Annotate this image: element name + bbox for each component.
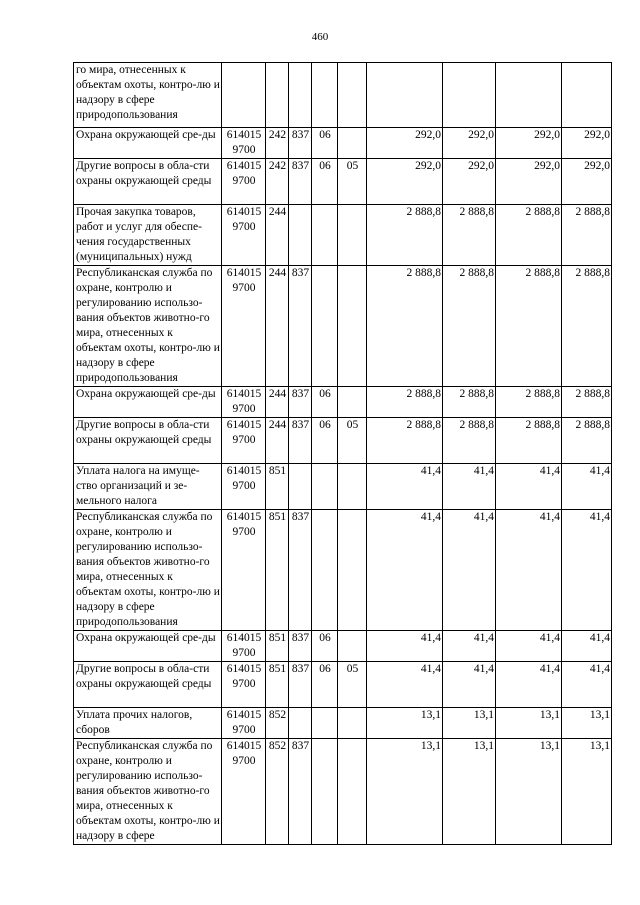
- row-amount-3: 292,0: [496, 159, 562, 205]
- row-section: 06: [312, 631, 338, 662]
- row-target-article: 614015 9700: [222, 464, 266, 510]
- row-subsection: [338, 739, 367, 845]
- table-row: [74, 510, 612, 631]
- row-name: Другие вопросы в обла-сти охраны окружающей среды: [74, 418, 222, 464]
- row-expense-type: 244: [266, 205, 289, 266]
- row-grbs: 837: [289, 128, 312, 159]
- row-target-article: 614015 9700: [222, 662, 266, 708]
- row-expense-type: 852: [266, 708, 289, 739]
- row-subsection: [338, 631, 367, 662]
- row-name: Охрана окружающей сре-ды: [74, 128, 222, 159]
- table-body: [74, 63, 612, 845]
- row-section: [312, 205, 338, 266]
- row-subsection: [338, 63, 367, 128]
- row-expense-type: 244: [266, 387, 289, 418]
- row-expense-type: 851: [266, 662, 289, 708]
- table-row: [74, 266, 612, 387]
- table-row: [74, 159, 612, 205]
- row-amount-1: 41,4: [367, 662, 443, 708]
- row-expense-type: 242: [266, 128, 289, 159]
- row-amount-4: 41,4: [562, 631, 612, 662]
- row-expense-type: 244: [266, 266, 289, 387]
- row-amount-1: [367, 63, 443, 128]
- row-amount-1: 2 888,8: [367, 418, 443, 464]
- row-section: 06: [312, 128, 338, 159]
- table-row: [74, 205, 612, 266]
- row-expense-type: 852: [266, 739, 289, 845]
- row-subsection: 05: [338, 418, 367, 464]
- row-section: [312, 510, 338, 631]
- row-amount-1: 292,0: [367, 159, 443, 205]
- table-row: [74, 63, 612, 128]
- row-amount-1: 2 888,8: [367, 205, 443, 266]
- row-target-article: 614015 9700: [222, 387, 266, 418]
- row-name: Охрана окружающей сре-ды: [74, 631, 222, 662]
- row-name: Другие вопросы в обла-сти охраны окружающей среды: [74, 662, 222, 708]
- table-row: [74, 387, 612, 418]
- row-amount-4: 2 888,8: [562, 266, 612, 387]
- table-row: [74, 464, 612, 510]
- row-name: Уплата налога на имуще-ство организаций и зе-мельного налога: [74, 464, 222, 510]
- row-amount-4: 41,4: [562, 662, 612, 708]
- row-grbs: 837: [289, 159, 312, 205]
- row-amount-3: 292,0: [496, 128, 562, 159]
- table-row: [74, 708, 612, 739]
- row-amount-2: [443, 63, 496, 128]
- row-subsection: [338, 510, 367, 631]
- row-name: Республиканская служба по охране, контролю и регулированию использо-вания объектов животно-го мира, отнесенных к объектам охоты, контро-лю и надзору в сфере природопользования: [74, 510, 222, 631]
- row-amount-4: 2 888,8: [562, 387, 612, 418]
- row-target-article: 614015 9700: [222, 205, 266, 266]
- row-section: 06: [312, 662, 338, 708]
- row-target-article: 614015 9700: [222, 159, 266, 205]
- row-name: го мира, отнесенных к объектам охоты, контро-лю и надзору в сфере природопользования: [74, 63, 222, 128]
- row-name: Другие вопросы в обла-сти охраны окружающей среды: [74, 159, 222, 205]
- row-grbs: 837: [289, 662, 312, 708]
- row-amount-4: 292,0: [562, 159, 612, 205]
- row-amount-1: 13,1: [367, 708, 443, 739]
- row-subsection: [338, 708, 367, 739]
- row-subsection: [338, 128, 367, 159]
- row-amount-4: 13,1: [562, 708, 612, 739]
- budget-table: [73, 62, 612, 845]
- row-amount-1: 2 888,8: [367, 387, 443, 418]
- row-amount-3: 41,4: [496, 510, 562, 631]
- row-grbs: 837: [289, 510, 312, 631]
- table-row: [74, 418, 612, 464]
- table-row: [74, 662, 612, 708]
- row-amount-1: 41,4: [367, 631, 443, 662]
- table-row: [74, 128, 612, 159]
- row-amount-3: 2 888,8: [496, 418, 562, 464]
- row-name: Уплата прочих налогов, сборов: [74, 708, 222, 739]
- table-row: [74, 739, 612, 845]
- row-subsection: 05: [338, 662, 367, 708]
- row-name: Охрана окружающей сре-ды: [74, 387, 222, 418]
- row-grbs: [289, 464, 312, 510]
- row-section: [312, 708, 338, 739]
- row-grbs: 837: [289, 266, 312, 387]
- row-name: Республиканская служба по охране, контролю и регулированию использо-вания объектов животно-го мира, отнесенных к объектам охоты, контро-лю и надзору в сфере природопользования: [74, 266, 222, 387]
- row-amount-1: 292,0: [367, 128, 443, 159]
- row-target-article: [222, 63, 266, 128]
- row-section: 06: [312, 159, 338, 205]
- row-amount-2: 292,0: [443, 128, 496, 159]
- row-grbs: [289, 205, 312, 266]
- row-grbs: [289, 708, 312, 739]
- row-grbs: 837: [289, 418, 312, 464]
- row-amount-3: [496, 63, 562, 128]
- row-amount-1: 13,1: [367, 739, 443, 845]
- row-section: 06: [312, 418, 338, 464]
- row-amount-4: [562, 63, 612, 128]
- row-amount-1: 2 888,8: [367, 266, 443, 387]
- row-target-article: 614015 9700: [222, 708, 266, 739]
- row-name: Республиканская служба по охране, контролю и регулированию использо-вания объектов животно-го мира, отнесенных к объектам охоты, контро-лю и надзору в сфере: [74, 739, 222, 845]
- row-amount-2: 2 888,8: [443, 387, 496, 418]
- row-section: [312, 739, 338, 845]
- row-amount-2: 41,4: [443, 510, 496, 631]
- row-expense-type: 851: [266, 464, 289, 510]
- row-amount-3: 13,1: [496, 739, 562, 845]
- row-amount-4: 41,4: [562, 510, 612, 631]
- row-amount-3: 2 888,8: [496, 205, 562, 266]
- table-row: [74, 631, 612, 662]
- row-expense-type: 244: [266, 418, 289, 464]
- row-amount-3: 13,1: [496, 708, 562, 739]
- row-amount-3: 2 888,8: [496, 387, 562, 418]
- row-grbs: [289, 63, 312, 128]
- row-amount-2: 41,4: [443, 631, 496, 662]
- row-section: 06: [312, 387, 338, 418]
- row-amount-2: 41,4: [443, 464, 496, 510]
- row-target-article: 614015 9700: [222, 739, 266, 845]
- row-grbs: 837: [289, 387, 312, 418]
- row-amount-3: 41,4: [496, 464, 562, 510]
- row-amount-2: 2 888,8: [443, 418, 496, 464]
- row-subsection: 05: [338, 159, 367, 205]
- row-target-article: 614015 9700: [222, 418, 266, 464]
- row-subsection: [338, 205, 367, 266]
- row-amount-3: 41,4: [496, 631, 562, 662]
- row-amount-4: 292,0: [562, 128, 612, 159]
- row-subsection: [338, 266, 367, 387]
- row-name: Прочая закупка товаров, работ и услуг для обеспе-чения государственных (муниципальных) нужд: [74, 205, 222, 266]
- row-amount-4: 41,4: [562, 464, 612, 510]
- row-grbs: 837: [289, 631, 312, 662]
- row-amount-4: 2 888,8: [562, 205, 612, 266]
- row-amount-1: 41,4: [367, 510, 443, 631]
- row-amount-4: 2 888,8: [562, 418, 612, 464]
- row-amount-2: 2 888,8: [443, 205, 496, 266]
- row-grbs: 837: [289, 739, 312, 845]
- row-target-article: 614015 9700: [222, 510, 266, 631]
- row-amount-3: 41,4: [496, 662, 562, 708]
- row-expense-type: 851: [266, 510, 289, 631]
- row-target-article: 614015 9700: [222, 128, 266, 159]
- row-amount-2: 13,1: [443, 708, 496, 739]
- row-subsection: [338, 387, 367, 418]
- row-target-article: 614015 9700: [222, 266, 266, 387]
- row-section: [312, 464, 338, 510]
- page-number: 460: [311, 31, 329, 43]
- row-amount-4: 13,1: [562, 739, 612, 845]
- row-amount-2: 2 888,8: [443, 266, 496, 387]
- row-expense-type: 242: [266, 159, 289, 205]
- row-amount-2: 13,1: [443, 739, 496, 845]
- row-amount-2: 41,4: [443, 662, 496, 708]
- row-amount-1: 41,4: [367, 464, 443, 510]
- row-expense-type: [266, 63, 289, 128]
- row-amount-2: 292,0: [443, 159, 496, 205]
- row-expense-type: 851: [266, 631, 289, 662]
- row-subsection: [338, 464, 367, 510]
- row-amount-3: 2 888,8: [496, 266, 562, 387]
- row-section: [312, 266, 338, 387]
- row-target-article: 614015 9700: [222, 631, 266, 662]
- row-section: [312, 63, 338, 128]
